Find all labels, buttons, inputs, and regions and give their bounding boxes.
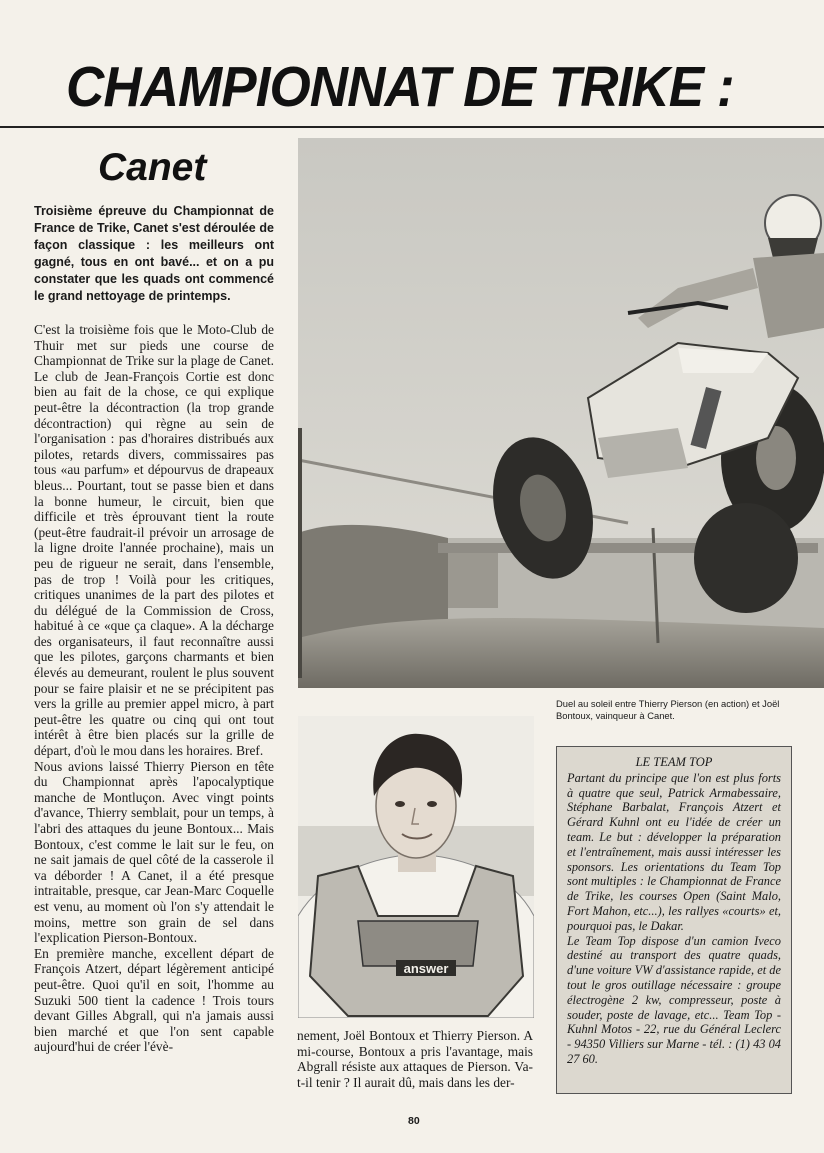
body-paragraph: Nous avions laissé Thierry Pierson en tête du Championnat après l'apocalyptique manche de Montluçon. Avec vingt points d'avance, Thierry semblait, pour un temps, à l'abri des attaques du jeune Bontoux... Mais Bontoux, c'est comme le lait sur le feu, on ne sait jamais de quel côté de la casserole il va déborder ! A Canet, il a été presque intraitable, presque, car Jean-Marc Coquelle est venu, au moment où l'on s'y attendait le moins, mettre son grain de sel dans l'explication Pierson-Bontoux. bbox=[34, 758, 274, 946]
team-top-sidebar bbox=[556, 746, 792, 1094]
article-body bbox=[34, 322, 274, 1100]
article-continuation: nement, Joël Bontoux et Thierry Pierson. A mi-course, Bontoux a pris l'avantage, mais Abgrall résiste aux attaques de Pierson. Va-t-il tenir ? Il aurait dû, mais dans les der- bbox=[297, 1028, 533, 1090]
sidebar-paragraph: Le Team Top dispose d'un camion Iveco destiné au transport des quatre quads, d'une voiture VW d'assistance rapide, et de tout le gros outillage nécessaire : groupe électrogène 2 kw, compresseur, poste à souder, poste de lavage, etc... Team Top - Kuhnl Motos - 22, rue du Général Leclerc - 94350 Villiers sur Marne - tél. : (1) 43 04 27 60. bbox=[567, 933, 781, 1066]
photo-caption: Duel au soleil entre Thierry Pierson (en action) et Joël Bontoux, vainqueur à Canet. bbox=[556, 698, 780, 721]
quad-jump-photo bbox=[298, 138, 824, 688]
page-number: 80 bbox=[408, 1115, 420, 1127]
headline-rule bbox=[0, 126, 824, 128]
body-paragraph: C'est la troisième fois que le Moto-Club de Thuir met sur pieds une course de Championnat de Trike sur la plage de Canet. Le club de Jean-François Cortie est donc bien au fait de la chose, ce qui explique peut-être la décontraction (la trop grande décontraction) qui règne au sein de l'organisation : pas d'horaires distribués aux pilotes, retards divers, commissaires pas tous «au parfum» et dépourvus de drapeaux bleus... Pourtant, tout se passe bien et dans la bonne humeur, le circuit, bien que difficile et très éprouvant tient la route (peut-être faudrait-il prévoir un arrosage de la ligne droite l'année prochaine), mais un peu de rigueur ne serait, dans l'ensemble, pas de trop ! Voilà pour les critiques, critiques unanimes de la part des pilotes et du délégué de la Commission de Cross, habitué à ce «que ça claque». A la décharge des organisateurs, il faut reconnaître aussi que les pilotes, garçons charmants et bien élevés au demeurant, roulent le plus souvent pour se faire plaisir et ne se précipitent pas vers la grille au premier appel micro, à part peut-être les quatre ou cinq qui ont tout intérêt à être bien placés sur la grille de départ, d'où le mou dans les horaires. Bref. bbox=[34, 322, 274, 759]
article-lead: Troisième épreuve du Championnat de France de Trike, Canet s'est déroulée de façon classique : les meilleurs ont gagné, tous en ont bavé... et on a pu constater que les quads ont commencé le grand nettoyage de printemps. bbox=[34, 204, 274, 303]
sidebar-paragraph: Partant du principe que l'on est plus forts à quatre que seul, Patrick Armabessaire, Stéphane Barbalat, François Atzert et Gérard Kuhnl ont eu l'idée de créer un team. Le but : développer la préparation et l'entraînement, mais aussi intéresser les sponsors. Les orientations du Team Top sont multiples : le Championnat de France de Trike, les courses Open (Saint Malo, Fort Mahon, etc...), les rallyes «courts» et, pourquoi pas, le Dakar. bbox=[567, 770, 781, 933]
article-headline: CHAMPIONNAT DE TRIKE : bbox=[66, 55, 734, 119]
article-subtitle: Canet bbox=[98, 146, 207, 189]
body-paragraph: En première manche, excellent départ de François Atzert, départ légèrement anticipé peut-être. Quoi qu'il en soit, l'homme au Suzuki 500 tient la cadence ! Trois tours devant Gilles Abgrall, qui n'a jamais aussi bien marché et que l'on sent capable aujourd'hui de créer l'évè- bbox=[34, 945, 274, 1055]
rider-portrait-photo bbox=[298, 716, 534, 1018]
jersey-brand-text: answer bbox=[403, 961, 449, 976]
sidebar-title: LE TEAM TOP bbox=[635, 755, 713, 769]
